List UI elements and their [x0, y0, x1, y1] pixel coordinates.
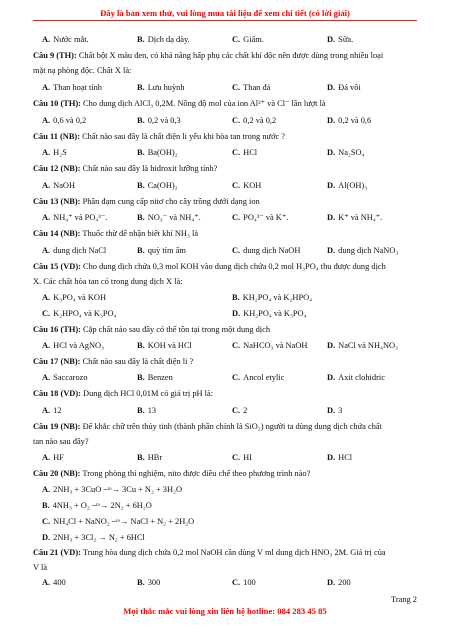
option-text: NaHCO₃ và NaOH [243, 341, 308, 350]
option-text: dung dịch NaCl [53, 246, 107, 255]
option-text: H₂S [53, 148, 67, 157]
option-letter: D. [42, 533, 51, 542]
question-text-continued [33, 65, 423, 76]
option-letter: A. [42, 116, 51, 125]
answer-option [137, 115, 181, 126]
option-text: KOH và HCl [147, 341, 192, 350]
option-text: HI [243, 453, 252, 462]
question-text: Phân đạm cung cấp nitơ cho cây trồng dưới dạng ion [82, 197, 260, 206]
option-text: K₃PO₄ và KOH [53, 293, 106, 302]
option-text: NaOH [53, 181, 76, 190]
question-text: Cho dung dịch AlCl₃ 0,2M. Nồng độ mol của ion Al³⁺ và Cl⁻ lần lượt là [83, 99, 326, 108]
option-letter: B. [137, 83, 145, 92]
answer-option [232, 452, 252, 463]
answer-option [137, 452, 162, 463]
answer-option [42, 405, 62, 416]
answer-option [232, 115, 276, 126]
answer-option [42, 340, 104, 351]
option-letter: B. [137, 213, 145, 222]
answer-option [232, 180, 261, 191]
answer-option [137, 212, 201, 223]
answer-option [42, 484, 182, 495]
question-text-continued [33, 562, 423, 573]
answer-option [232, 82, 270, 93]
option-text: K⁺ và NH₄⁺. [338, 213, 383, 222]
answer-option [327, 147, 364, 158]
option-letter: A. [42, 83, 51, 92]
question-label: Câu 13 (NB): [33, 197, 81, 206]
question-label: Câu 11 (NB): [33, 132, 80, 141]
option-letter: D. [327, 148, 336, 157]
option-letter: B. [137, 406, 145, 415]
option-text: Ancol etylic [243, 373, 285, 382]
option-letter: B. [232, 293, 240, 302]
option-text: PO₄³⁻ và K⁺. [243, 213, 289, 222]
option-text: 13 [147, 406, 157, 415]
option-letter: B. [42, 501, 50, 510]
option-letter: A. [42, 148, 51, 157]
answer-option [327, 115, 371, 126]
question-stem [33, 261, 423, 272]
question-stem [33, 356, 423, 367]
option-text: KOH [243, 181, 262, 190]
answer-option [42, 115, 86, 126]
answer-option [327, 372, 385, 383]
question-stem [33, 163, 423, 174]
option-letter: B. [137, 116, 145, 125]
question-label: Câu 19 (NB): [33, 422, 81, 431]
option-letter: A. [42, 35, 51, 44]
option-letter: D. [327, 181, 336, 190]
answer-option [232, 292, 312, 303]
answer-option [327, 212, 382, 223]
question-stem [33, 196, 423, 207]
option-text: HBr [147, 453, 163, 462]
option-text: Lưu huỳnh [147, 83, 185, 92]
question-label: Câu 14 (NB): [33, 229, 81, 238]
answer-option [42, 372, 88, 383]
option-letter: D. [327, 83, 336, 92]
option-text: quỳ tím ẩm [147, 246, 186, 255]
answer-option [42, 212, 107, 223]
option-letter: C. [232, 213, 241, 222]
option-letter: D. [327, 213, 336, 222]
option-text: HCl [243, 148, 258, 157]
answer-option [42, 292, 106, 303]
answer-option [137, 372, 173, 383]
question-stem [33, 421, 423, 432]
question-stem [33, 98, 423, 109]
answer-option [327, 405, 342, 416]
option-text: Than đá [243, 83, 271, 92]
option-text: Dịch dạ dày. [147, 35, 190, 44]
option-text: HF [53, 453, 64, 462]
option-letter: D. [327, 406, 336, 415]
answer-option [42, 308, 116, 319]
option-text: 2NH₃ + 3CuO ⎯ᵗᵒ→ 3Cu + N₂ + 3H₂O [53, 485, 182, 494]
option-letter: D. [327, 373, 336, 382]
answer-option [137, 577, 160, 588]
option-letter: B. [137, 148, 145, 157]
question-label: Câu 17 (NB): [33, 357, 81, 366]
answer-option [327, 452, 352, 463]
option-letter: C. [232, 83, 241, 92]
question-text: Để khắc chữ trên thủy tinh (thành phần chính là SiO₂) người ta dùng dung dịch chứa chất [82, 422, 382, 431]
option-text: 12 [53, 406, 62, 415]
option-letter: A. [42, 373, 51, 382]
answer-option [137, 405, 156, 416]
option-letter: A. [42, 341, 51, 350]
option-text: 2 [243, 406, 248, 415]
option-text: NH₄⁺ và PO₄³⁻. [53, 213, 108, 222]
answer-option [327, 34, 353, 45]
answer-option [232, 34, 264, 45]
question-stem [33, 388, 423, 399]
option-letter: D. [327, 578, 336, 587]
option-letter: C. [232, 148, 241, 157]
option-letter: B. [137, 181, 145, 190]
option-letter: C. [42, 517, 51, 526]
page-header-notice: Đây là bản xem thử, vui lòng mua tài liệu để xem chi tiết (có lời giải) [100, 8, 350, 18]
option-letter: C. [232, 246, 241, 255]
option-letter: A. [42, 485, 51, 494]
question-text-continued [33, 276, 423, 287]
answer-option [137, 34, 190, 45]
answer-option [42, 577, 66, 588]
question-label: Câu 15 (VD): [33, 262, 81, 271]
option-letter: C. [232, 453, 241, 462]
option-text: Saccarozo [53, 373, 88, 382]
option-letter: C. [232, 341, 241, 350]
option-text: HCl và AgNO₃ [53, 341, 104, 350]
option-letter: B. [137, 246, 145, 255]
question-text: V là [33, 563, 48, 572]
option-text: K₂HPO₄ và K₃PO₄ [53, 309, 117, 318]
option-text: Al(OH)₃ [338, 181, 368, 190]
option-letter: A. [42, 246, 51, 255]
answer-option [327, 180, 367, 191]
question-text-continued [33, 436, 423, 447]
question-label: Câu 10 (TH): [33, 99, 81, 108]
answer-option [232, 372, 284, 383]
answer-option [42, 34, 89, 45]
answer-option [42, 452, 64, 463]
answer-option [232, 308, 306, 319]
option-letter: D. [327, 35, 336, 44]
answer-option [232, 340, 307, 351]
question-text: Chất bột X màu đen, có khả năng hấp phụ các chất khí độc nên được dùng trong nhiều loại [78, 51, 384, 60]
option-letter: D. [327, 246, 336, 255]
answer-option [137, 245, 186, 256]
answer-option [327, 82, 361, 93]
question-text: Cặp chất nào sau đây có thể tồn tại trong một dung dịch [83, 325, 271, 334]
option-letter: D. [327, 116, 336, 125]
option-text: Sữa. [338, 35, 354, 44]
option-text: 200 [338, 578, 351, 587]
option-letter: A. [42, 213, 51, 222]
question-label: Câu 9 (TH): [33, 51, 77, 60]
option-text: dung dịch NaNO₃ [338, 246, 399, 255]
option-text: 0,2 và 0,2 [243, 116, 277, 125]
option-letter: B. [137, 578, 145, 587]
question-stem [33, 547, 423, 558]
answer-option [232, 405, 247, 416]
answer-option [327, 245, 398, 256]
question-label: Câu 20 (NB): [33, 469, 81, 478]
option-text: Ba(OH)₂ [147, 148, 178, 157]
option-text: 3 [338, 406, 343, 415]
option-text: NaCl và NH₄NO₃ [338, 341, 398, 350]
option-text: 0,6 và 0,2 [53, 116, 87, 125]
question-stem [33, 228, 423, 239]
question-text: Cho dung dịch chứa 0,3 mol KOH vào dung dịch chứa 0,2 mol H₃PO₄ thu được dung dịch [83, 262, 386, 271]
option-text: Giấm. [243, 35, 264, 44]
option-text: HCl [338, 453, 353, 462]
option-letter: C. [232, 181, 241, 190]
question-label: Câu 21 (VD): [33, 548, 81, 557]
option-text: Nước mắt. [53, 35, 89, 44]
page-number: Trang 2 [391, 595, 417, 604]
option-text: NH₄Cl + NaNO₂ ⎯ᵗᵒ→ NaCl + N₂ + 2H₂O [53, 517, 195, 526]
question-text: Thuốc thử để nhận biết khí NH₃ là [82, 229, 199, 238]
answer-option [42, 532, 145, 543]
answer-option [137, 180, 178, 191]
option-text: Axit clohidric [338, 373, 385, 382]
question-text: Trong phòng thí nghiệm, nito được điều chế theo phương trình nào? [82, 469, 311, 478]
option-letter: A. [42, 181, 51, 190]
question-text: Dung dịch HCl 0,01M có giá trị pH là: [83, 389, 214, 398]
answer-option [42, 500, 152, 511]
option-text: KH₂PO₄ và K₃PO₄ [243, 309, 307, 318]
answer-option [42, 245, 106, 256]
option-text: Na₂SO₄ [338, 148, 365, 157]
question-label: Câu 12 (NB): [33, 164, 81, 173]
option-letter: C. [232, 116, 241, 125]
option-text: NO₃⁻ và NH₄⁺. [147, 213, 201, 222]
option-text: 300 [147, 578, 161, 587]
option-letter: C. [232, 406, 241, 415]
option-text: 0,2 và 0,3 [147, 116, 181, 125]
option-letter: C. [42, 309, 51, 318]
question-text: Trung hòa dung dịch chứa 0,2 mol NaOH cần dùng V ml dung dịch HNO₃ 2M. Giá trị của [82, 548, 386, 557]
answer-option [327, 340, 398, 351]
answer-option [42, 82, 102, 93]
answer-option [42, 516, 194, 527]
question-stem [33, 468, 423, 479]
option-letter: C. [232, 578, 241, 587]
option-text: 100 [243, 578, 256, 587]
answer-option [42, 180, 75, 191]
option-text: 2NH₃ + 3Cl₂ → N₂ + 6HCl [53, 533, 145, 542]
option-letter: B. [137, 341, 145, 350]
answer-option [232, 245, 300, 256]
question-text: mặt nạ phòng độc. Chất X là: [33, 66, 132, 75]
question-text: Chất nào sau đây là chất điện li yếu khi hòa tan trong nước ? [82, 132, 286, 141]
answer-option [137, 82, 185, 93]
option-text: 400 [53, 578, 66, 587]
answer-option [137, 147, 178, 158]
option-letter: C. [232, 35, 241, 44]
option-text: 0,2 và 0,6 [338, 116, 372, 125]
option-text: 4NH₃ + O₂ ⎯ᵗᵒ→ 2N₂ + 6H₂O [52, 501, 152, 510]
option-letter: B. [137, 453, 145, 462]
option-letter: A. [42, 578, 51, 587]
question-stem [33, 50, 423, 61]
header-divider [33, 20, 417, 21]
answer-option [327, 577, 351, 588]
question-text: Chất nào sau đây là hidroxit lưỡng tính? [82, 164, 218, 173]
option-text: Than hoạt tính [53, 83, 102, 92]
option-letter: D. [327, 453, 336, 462]
question-text: X. Các chất hòa tan có trong dung dịch X là: [33, 277, 183, 286]
option-letter: D. [327, 341, 336, 350]
option-letter: A. [42, 293, 51, 302]
option-letter: A. [42, 453, 51, 462]
question-stem [33, 131, 423, 142]
option-letter: D. [232, 309, 241, 318]
option-text: dung dịch NaOH [243, 246, 301, 255]
option-letter: C. [232, 373, 241, 382]
question-stem [33, 324, 423, 335]
question-text: tan nào sau đây? [33, 437, 89, 446]
option-text: Đá vôi [338, 83, 361, 92]
answer-option [137, 340, 192, 351]
option-text: Ca(OH)₂ [147, 181, 178, 190]
answer-option [232, 577, 256, 588]
answer-option [232, 147, 257, 158]
page-footer-hotline: Mọi thắc mắc vui lòng xin liên hệ hotline: 084 283 45 85 [123, 606, 327, 616]
option-letter: B. [137, 373, 145, 382]
option-text: Benzen [147, 373, 173, 382]
answer-option [42, 147, 67, 158]
question-label: Câu 18 (VD): [33, 389, 81, 398]
question-text: Chất nào sau đây là chất điện li ? [82, 357, 194, 366]
option-text: KH₂PO₄ và K₂HPO₄ [242, 293, 313, 302]
option-letter: A. [42, 406, 51, 415]
question-label: Câu 16 (TH): [33, 325, 81, 334]
answer-option [232, 212, 288, 223]
option-letter: B. [137, 35, 145, 44]
